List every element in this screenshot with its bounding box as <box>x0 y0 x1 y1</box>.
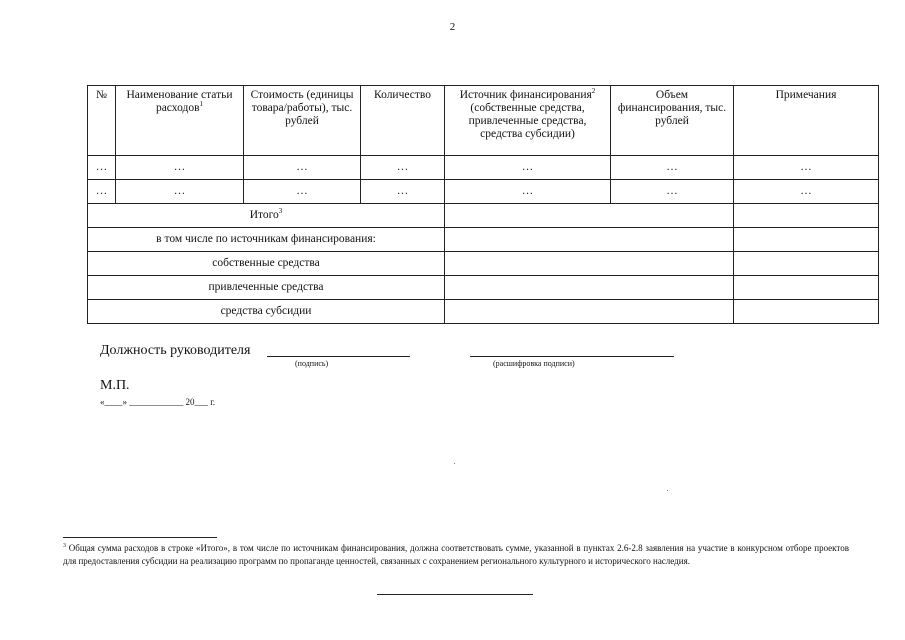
total-notes-cell <box>734 204 879 228</box>
raised-funds-notes-cell <box>734 276 879 300</box>
table-cell: … <box>244 180 361 204</box>
table-cell: … <box>445 180 611 204</box>
scan-speck <box>454 463 455 464</box>
including-row <box>88 228 879 252</box>
end-rule <box>377 594 533 595</box>
table-cell: … <box>88 180 116 204</box>
table-cell: … <box>88 156 116 180</box>
table-cell: … <box>244 156 361 180</box>
expense-table <box>87 85 879 324</box>
subsidy-funds-row <box>88 300 879 324</box>
table-cell: … <box>611 156 734 180</box>
own-funds-row <box>88 252 879 276</box>
raised-funds-value-cell <box>445 276 734 300</box>
table-header-row <box>88 86 879 156</box>
subsidy-funds-notes-cell <box>734 300 879 324</box>
table-cell: … <box>116 156 244 180</box>
position-label: Должность руководителя <box>100 343 251 358</box>
scan-speck <box>667 490 668 491</box>
table-row <box>88 156 879 180</box>
total-label: Итого$^3$ <box>88 204 445 228</box>
stamp-label: М.П. <box>100 378 130 393</box>
total-row <box>88 204 879 228</box>
header-funding-source: Источник финансирования$^2$ (собственные средства, привлеченные средства, средства субсидии) <box>445 86 611 156</box>
table-cell: … <box>361 156 445 180</box>
table-cell: … <box>116 180 244 204</box>
total-value-cell <box>445 204 734 228</box>
footnote-marker: 3 <box>63 543 66 549</box>
decryption-line <box>470 342 674 357</box>
own-funds-label: собственные средства <box>88 252 445 276</box>
subsidy-funds-value-cell <box>445 300 734 324</box>
raised-funds-row <box>88 276 879 300</box>
date-line: «____» ____________ 20___ г. <box>100 397 216 407</box>
header-funding-volume: Объем финансирования, тыс. рублей <box>611 86 734 156</box>
including-notes-cell <box>734 228 879 252</box>
table-row <box>88 180 879 204</box>
table-cell: … <box>445 156 611 180</box>
table-cell: … <box>734 180 879 204</box>
footnote-separator <box>63 537 217 538</box>
header-notes: Примечания <box>734 86 879 156</box>
own-funds-value-cell <box>445 252 734 276</box>
footnote <box>63 540 849 567</box>
table-cell: … <box>361 180 445 204</box>
header-expense-name: Наименование статьи расходов$^1$ <box>116 86 244 156</box>
footnote-text: Общая сумма расходов в строке «Итого», в том числе по источникам финансирования, должна соответствовать сумме, указанной в пунктах 2.6-2.8 заявления на участие в конкурсном отборе проектов для предоставления субсидии на реализацию программ по пропаганде ценностей, связанных с сохранением регионального культурного и исторического наследия. <box>63 543 849 566</box>
table-cell: … <box>734 156 879 180</box>
including-label: в том числе по источникам финансирования: <box>88 228 445 252</box>
decryption-caption: (расшифровка подписи) <box>493 359 575 368</box>
header-quantity: Количество <box>361 86 445 156</box>
header-unit-cost: Стоимость (единицы товара/работы), тыс. рублей <box>244 86 361 156</box>
subsidy-funds-label: средства субсидии <box>88 300 445 324</box>
raised-funds-label: привлеченные средства <box>88 276 445 300</box>
including-value-cell <box>445 228 734 252</box>
header-number: № <box>88 86 116 156</box>
page-number: 2 <box>449 21 456 33</box>
signature-line <box>267 342 410 357</box>
own-funds-notes-cell <box>734 252 879 276</box>
signature-caption: (подпись) <box>295 359 329 368</box>
table-cell: … <box>611 180 734 204</box>
